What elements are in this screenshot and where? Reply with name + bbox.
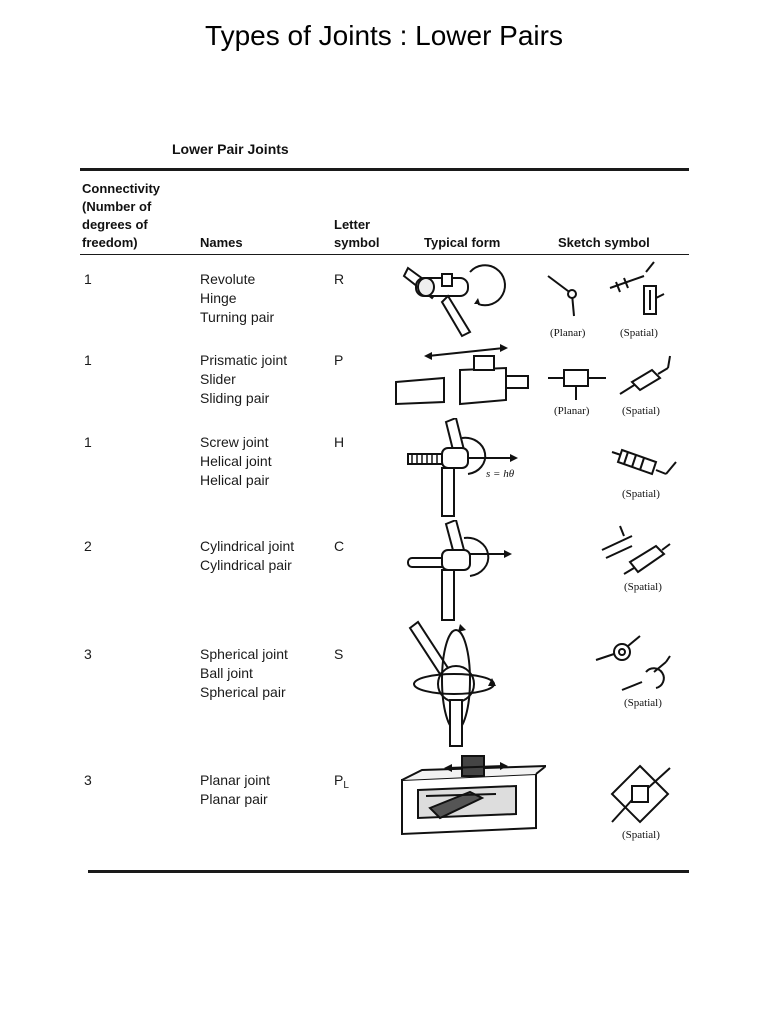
header-sketch-symbol: Sketch symbol	[558, 235, 650, 250]
joint-name: Spherical joint	[200, 646, 288, 662]
spherical-typical-form-figure	[404, 618, 504, 748]
planar-sketch-symbol-spatial	[606, 760, 676, 832]
planar-spatial-caption: (Spatial)	[622, 829, 660, 841]
joint-name: Revolute	[200, 271, 256, 287]
prismatic-typical-form-figure	[394, 342, 532, 410]
screw-formula: s = hθ	[486, 468, 515, 480]
planar-typical-form-figure	[396, 752, 546, 848]
table-top-rule	[80, 168, 689, 171]
joint-name: Hinge	[200, 290, 237, 306]
header-typical-form: Typical form	[424, 235, 501, 250]
row-screw-dof: 1	[84, 434, 92, 450]
joint-name: Slider	[200, 371, 236, 387]
planar-letter-subscript: L	[343, 780, 349, 791]
header-names: Names	[200, 235, 243, 250]
planar-letter-main: P	[334, 772, 344, 788]
row-screw-names	[200, 433, 272, 490]
header-connectivity-line: freedom)	[82, 235, 138, 250]
joint-name: Prismatic joint	[200, 352, 288, 368]
joint-name: Ball joint	[200, 665, 253, 681]
row-planar-letter	[334, 771, 349, 795]
revolute-sketch-symbol-planar	[542, 268, 602, 324]
cylindrical-typical-form-figure	[402, 520, 518, 622]
prismatic-spatial-caption: (Spatial)	[622, 405, 660, 417]
screw-sketch-symbol-spatial	[610, 448, 680, 484]
header-connectivity-line: (Number of	[82, 199, 152, 214]
cylindrical-spatial-caption: (Spatial)	[624, 581, 662, 593]
joint-name: Sliding pair	[200, 390, 270, 406]
header-letter-line: Letter	[334, 217, 371, 232]
row-revolute-names	[200, 270, 274, 327]
cylindrical-sketch-symbol-spatial	[598, 522, 674, 578]
joint-name: Helical joint	[200, 453, 272, 469]
row-revolute-dof: 1	[84, 271, 92, 287]
row-cylindrical-dof: 2	[84, 538, 92, 554]
row-cylindrical-names	[200, 537, 294, 575]
joint-name: Spherical pair	[200, 684, 286, 700]
row-cylindrical-letter: C	[334, 538, 345, 554]
joint-name: Screw joint	[200, 434, 269, 450]
screw-spatial-caption: (Spatial)	[622, 488, 660, 500]
prismatic-sketch-symbol-planar	[546, 364, 608, 404]
prismatic-planar-caption: (Planar)	[554, 405, 590, 417]
joint-name: Planar pair	[200, 791, 268, 807]
row-prismatic-names	[200, 351, 287, 408]
revolute-sketch-symbol-spatial	[606, 258, 668, 324]
page-title: Types of Joints : Lower Pairs	[205, 20, 563, 51]
row-prismatic-dof: 1	[84, 352, 92, 368]
header-letter-line: symbol	[334, 235, 380, 250]
joint-name: Planar joint	[200, 772, 271, 788]
header-connectivity-line: degrees of	[82, 217, 148, 232]
joint-name: Turning pair	[200, 309, 275, 325]
revolute-spatial-caption: (Spatial)	[620, 327, 658, 339]
row-planar-names	[200, 771, 270, 809]
joint-name: Cylindrical joint	[200, 538, 295, 554]
joint-name: Cylindrical pair	[200, 557, 292, 573]
joint-name: Helical pair	[200, 472, 270, 488]
spherical-sketch-symbol-spatial	[592, 630, 678, 696]
row-spherical-dof: 3	[84, 646, 92, 662]
row-spherical-names	[200, 645, 288, 702]
header-connectivity	[82, 180, 160, 252]
header-bottom-rule	[80, 254, 689, 255]
revolute-planar-caption: (Planar)	[550, 327, 586, 339]
table-bottom-rule	[88, 870, 689, 873]
row-screw-letter: H	[334, 434, 345, 450]
row-planar-dof: 3	[84, 772, 92, 788]
row-revolute-letter: R	[334, 271, 345, 287]
row-prismatic-letter: P	[334, 352, 344, 368]
prismatic-sketch-symbol-spatial	[618, 352, 674, 400]
table-caption: Lower Pair Joints	[172, 141, 289, 157]
header-connectivity-line: Connectivity	[82, 181, 161, 196]
revolute-typical-form-figure	[398, 260, 508, 340]
row-spherical-letter: S	[334, 646, 344, 662]
spherical-spatial-caption: (Spatial)	[624, 697, 662, 709]
header-letter-symbol	[334, 216, 380, 252]
